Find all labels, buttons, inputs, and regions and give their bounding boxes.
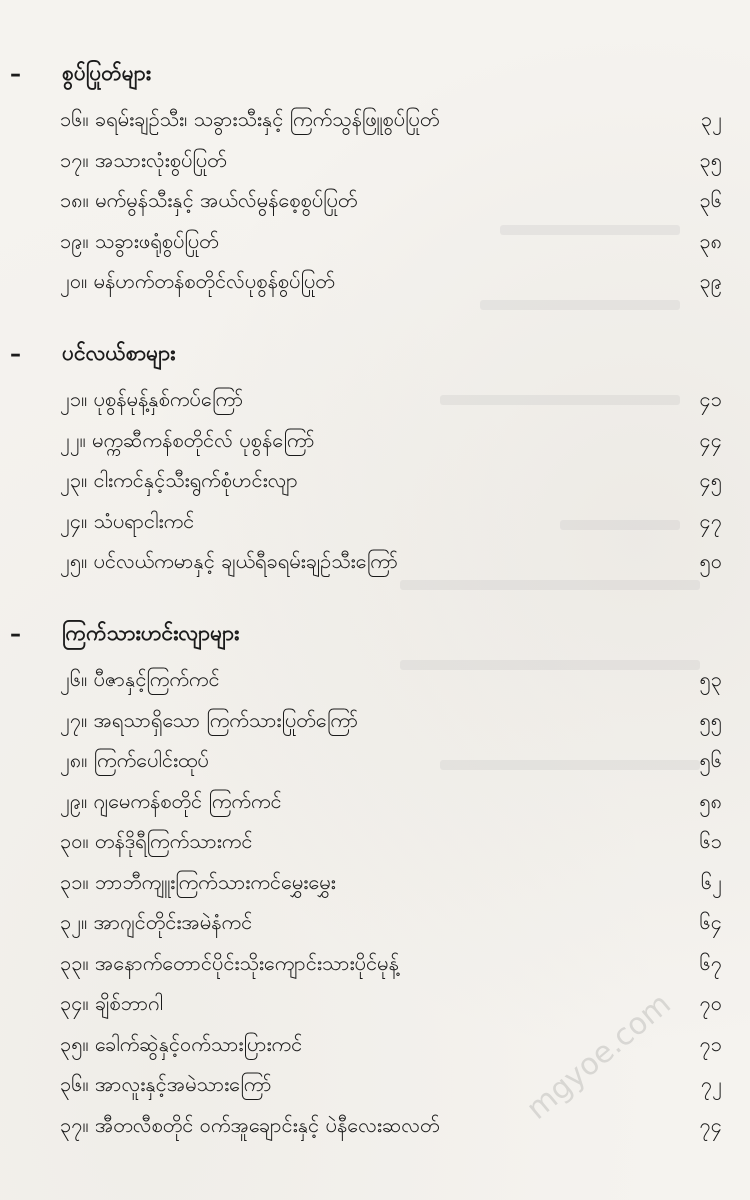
entry-page-number: ၃၉ [699, 269, 722, 293]
entry-page-number: ၆၁ [699, 829, 722, 853]
entry-title: ၂၁။ ပုစွန်မုန့်နှစ်ကပ်ကြော် [60, 387, 244, 411]
toc-entry [0, 660, 750, 701]
entry-title: ၁၉။ သခွားဖရုံစွပ်ပြုတ် [60, 228, 219, 253]
section-header [0, 340, 750, 380]
entry-title: ၃၅။ ခေါက်ဆွဲနှင့်ဝက်သားပြားကင် [60, 1031, 303, 1056]
entry-title: ၃၂။ အာဂျင်တိုင်းအမဲနံကင် [60, 910, 253, 934]
toc-entry [0, 741, 750, 782]
entry-title: ၁၆။ ခရမ်းချဉ်သီး၊ သခွားသီးနှင့် ကြက်သွန်ဖြူစွပ်ပြုတ် [60, 107, 440, 131]
entry-title: ၁၈။ မက်မွန်သီးနှင့် အယ်လ်မွန်စေ့စွပ်ပြုတ် [60, 188, 358, 212]
entry-page-number: ၄၁ [699, 387, 722, 411]
toc-entry [0, 141, 750, 182]
toc-entry [0, 380, 750, 421]
site-watermark: mgyoe.com [520, 986, 678, 1127]
entry-title: ၃၃။ အနောက်တောင်ပိုင်းသိုးကျောင်းသားပိုင်မုန့် [60, 950, 399, 975]
section-dash: – [10, 62, 21, 87]
entry-page-number: ၃၅ [699, 147, 722, 172]
section-header [0, 620, 750, 660]
section-dash: – [10, 342, 21, 367]
entry-title: ၃၄။ ချိစ်ဘာဂါ [60, 991, 163, 1015]
section-header [0, 60, 750, 100]
toc-entry [0, 181, 750, 222]
entry-page-number: ၇၁ [699, 1031, 722, 1056]
entry-page-number: ၄၄ [699, 427, 722, 452]
entry-title: ၂၀။ မန်ဟက်တန်စတိုင်လ်ပုစွန်စွပ်ပြုတ် [60, 269, 335, 293]
entry-page-number: ၅၃ [699, 667, 722, 691]
section-chicken [0, 620, 750, 1146]
entry-page-number: ၆၂ [700, 869, 722, 894]
entry-page-number: ၆၇ [699, 950, 722, 975]
entry-title: ၂၃။ ငါးကင်နှင့်သီးရွက်စုံဟင်းလျာ [60, 468, 298, 492]
entry-page-number: ၅၅ [699, 707, 722, 732]
section-title: စွပ်ပြုတ်များ [62, 61, 152, 85]
section-title: ပင်လယ်စာများ [62, 341, 176, 365]
toc-entry [0, 100, 750, 141]
entry-title: ၂၉။ ဂျမေကန်စတိုင် ကြက်ကင် [60, 788, 282, 813]
entry-title: ၂၄။ သံပရာငါးကင် [60, 508, 195, 533]
toc-entry [0, 262, 750, 303]
toc-entry [0, 222, 750, 263]
toc-entry [0, 1106, 750, 1147]
section-seafood [0, 340, 750, 583]
entry-page-number: ၇၂ [700, 1072, 722, 1096]
toc-entry [0, 1065, 750, 1106]
toc-entry [0, 822, 750, 863]
toc-entry [0, 944, 750, 985]
entry-page-number: ၃၈ [699, 228, 722, 253]
entry-page-number: ၆၄ [699, 910, 722, 934]
entry-title: ၃၇။ အီတလီစတိုင် ဝက်အူချောင်းနှင့် ပဲနီလေးဆလတ် [60, 1112, 440, 1137]
entry-title: ၂၆။ ပီဇာနှင့်ကြက်ကင် [60, 667, 220, 691]
entry-title: ၃၆။ အာလူးနှင့်အမဲသားကြော် [60, 1072, 272, 1096]
entry-page-number: ၃၂ [700, 107, 722, 131]
entry-page-number: ၃၆ [699, 188, 722, 212]
entry-page-number: ၅၀ [699, 549, 722, 573]
entry-page-number: ၇၄ [699, 1112, 722, 1137]
toc-entry [0, 542, 750, 583]
toc-entry [0, 461, 750, 502]
toc-entry [0, 502, 750, 543]
section-soups [0, 60, 750, 303]
toc-entry [0, 701, 750, 742]
section-dash: – [10, 622, 21, 647]
entry-title: ၂၈။ ကြက်ပေါင်းထုပ် [60, 748, 209, 772]
entry-title: ၂၅။ ပင်လယ်ကမာနှင့် ချယ်ရီခရမ်းချဉ်သီးကြော် [60, 549, 399, 573]
toc-entry [0, 903, 750, 944]
toc-entry [0, 421, 750, 462]
entry-title: ၁၇။ အသားလုံးစွပ်ပြုတ် [60, 147, 227, 172]
entry-title: ၂၂။ မက္ကဆီကန်စတိုင်လ် ပုစွန်ကြော် [60, 427, 315, 452]
entry-page-number: ၄၅ [699, 468, 722, 492]
entry-page-number: ၄၇ [699, 508, 722, 533]
section-title: ကြက်သားဟင်းလျာများ [62, 621, 240, 645]
entry-page-number: ၅၈ [699, 788, 722, 813]
entry-title: ၂၇။ အရသာရှိသော ကြက်သားပြုတ်ကြော် [60, 707, 359, 732]
entry-page-number: ၅၆ [699, 748, 722, 772]
toc-entry [0, 782, 750, 823]
entry-page-number: ၇၀ [699, 991, 722, 1015]
entry-title: ၃၁။ ဘာဘီကျူးကြက်သားကင်မွှေးမွှေး [60, 869, 336, 894]
entry-title: ၃၀။ တန်ဒိုရီကြက်သားကင် [60, 829, 253, 853]
toc-entry [0, 863, 750, 904]
